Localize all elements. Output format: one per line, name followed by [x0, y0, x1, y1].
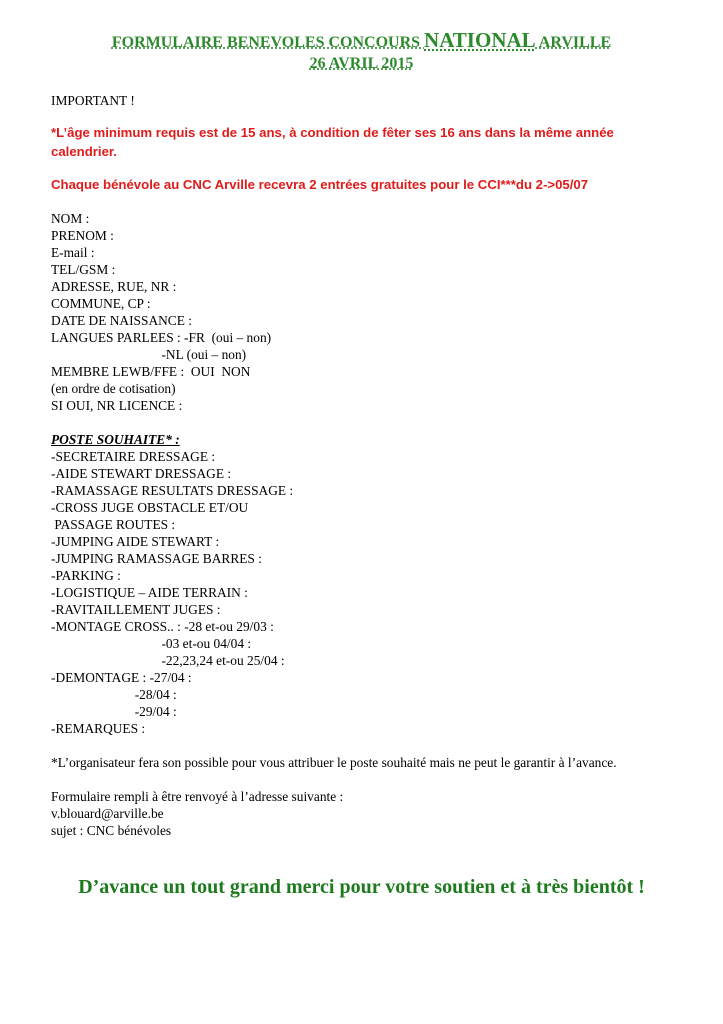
poste-item: -03 et-ou 04/04 : [51, 636, 252, 651]
field-licence: SI OUI, NR LICENCE : [51, 398, 183, 413]
date-text: 26 AVRIL 2015 [309, 55, 414, 72]
contact-subject: sujet : CNC bénévoles [51, 823, 172, 838]
field-commune: COMMUNE, CP : [51, 296, 151, 311]
poste-item: -JUMPING RAMASSAGE BARRES : [51, 551, 262, 566]
field-cotisation: (en ordre de cotisation) [51, 381, 176, 396]
poste-item: -MONTAGE CROSS.. : -28 et-ou 29/03 : [51, 619, 274, 634]
contact-section [51, 788, 681, 839]
poste-item: -PARKING : [51, 568, 121, 583]
poste-item: -JUMPING AIDE STEWART : [51, 534, 220, 549]
poste-item: -AIDE STEWART DRESSAGE : [51, 466, 232, 481]
poste-item: -SECRETAIRE DRESSAGE : [51, 449, 216, 464]
field-naissance: DATE DE NAISSANCE : [51, 313, 192, 328]
document-date [0, 54, 723, 74]
document-header [0, 30, 723, 74]
field-langues-nl: -NL (oui – non) [51, 347, 247, 362]
poste-item: -LOGISTIQUE – AIDE TERRAIN : [51, 585, 248, 600]
field-prenom: PRENOM : [51, 228, 114, 243]
field-membre: MEMBRE LEWB/FFE : OUI NON [51, 364, 251, 379]
important-label: IMPORTANT ! [51, 93, 135, 108]
poste-item: -29/04 : [51, 704, 177, 719]
poste-section [51, 431, 681, 737]
poste-item: -DEMONTAGE : -27/04 : [51, 670, 192, 685]
poste-item: -28/04 : [51, 687, 177, 702]
age-requirement-notice: *L’âge minimum requis est de 15 ans, à condition de fêter ses 16 ans dans la même année calendrier. [51, 125, 614, 159]
poste-item: -RAMASSAGE RESULTATS DRESSAGE : [51, 483, 294, 498]
poste-item: PASSAGE ROUTES : [51, 517, 176, 532]
organisateur-note: *L’organisateur fera son possible pour vous attribuer le poste souhaité mais ne peut le garantir à l’avance. [51, 755, 617, 770]
title-part-1: FORMULAIRE BENEVOLES CONCOURS [111, 34, 425, 51]
poste-item: -CROSS JUGE OBSTACLE ET/OU [51, 500, 249, 515]
poste-item: -22,23,24 et-ou 25/04 : [51, 653, 285, 668]
field-nom: NOM : [51, 211, 90, 226]
field-email: E-mail : [51, 245, 95, 260]
poste-title: POSTE SOUHAITE* : [51, 432, 180, 447]
thank-you-message: D’avance un tout grand merci pour votre soutien et à très bientôt ! [78, 876, 645, 898]
title-part-2: ARVILLE [535, 34, 612, 51]
field-langues-fr: LANGUES PARLEES : -FR (oui – non) [51, 330, 272, 345]
contact-email: v.blouard@arville.be [51, 806, 164, 821]
document-body [51, 92, 681, 839]
poste-item: -REMARQUES : [51, 721, 146, 736]
document-title [0, 30, 723, 53]
field-tel: TEL/GSM : [51, 262, 116, 277]
free-entries-notice: Chaque bénévole au CNC Arville recevra 2 entrées gratuites pour le CCI***du 2->05/07 [51, 177, 589, 192]
title-national: NATIONAL [424, 28, 536, 52]
poste-item: -RAVITAILLEMENT JUGES : [51, 602, 221, 617]
field-adresse: ADRESSE, RUE, NR : [51, 279, 177, 294]
personal-fields [51, 210, 681, 414]
contact-instruction: Formulaire rempli à être renvoyé à l’adresse suivante : [51, 789, 344, 804]
